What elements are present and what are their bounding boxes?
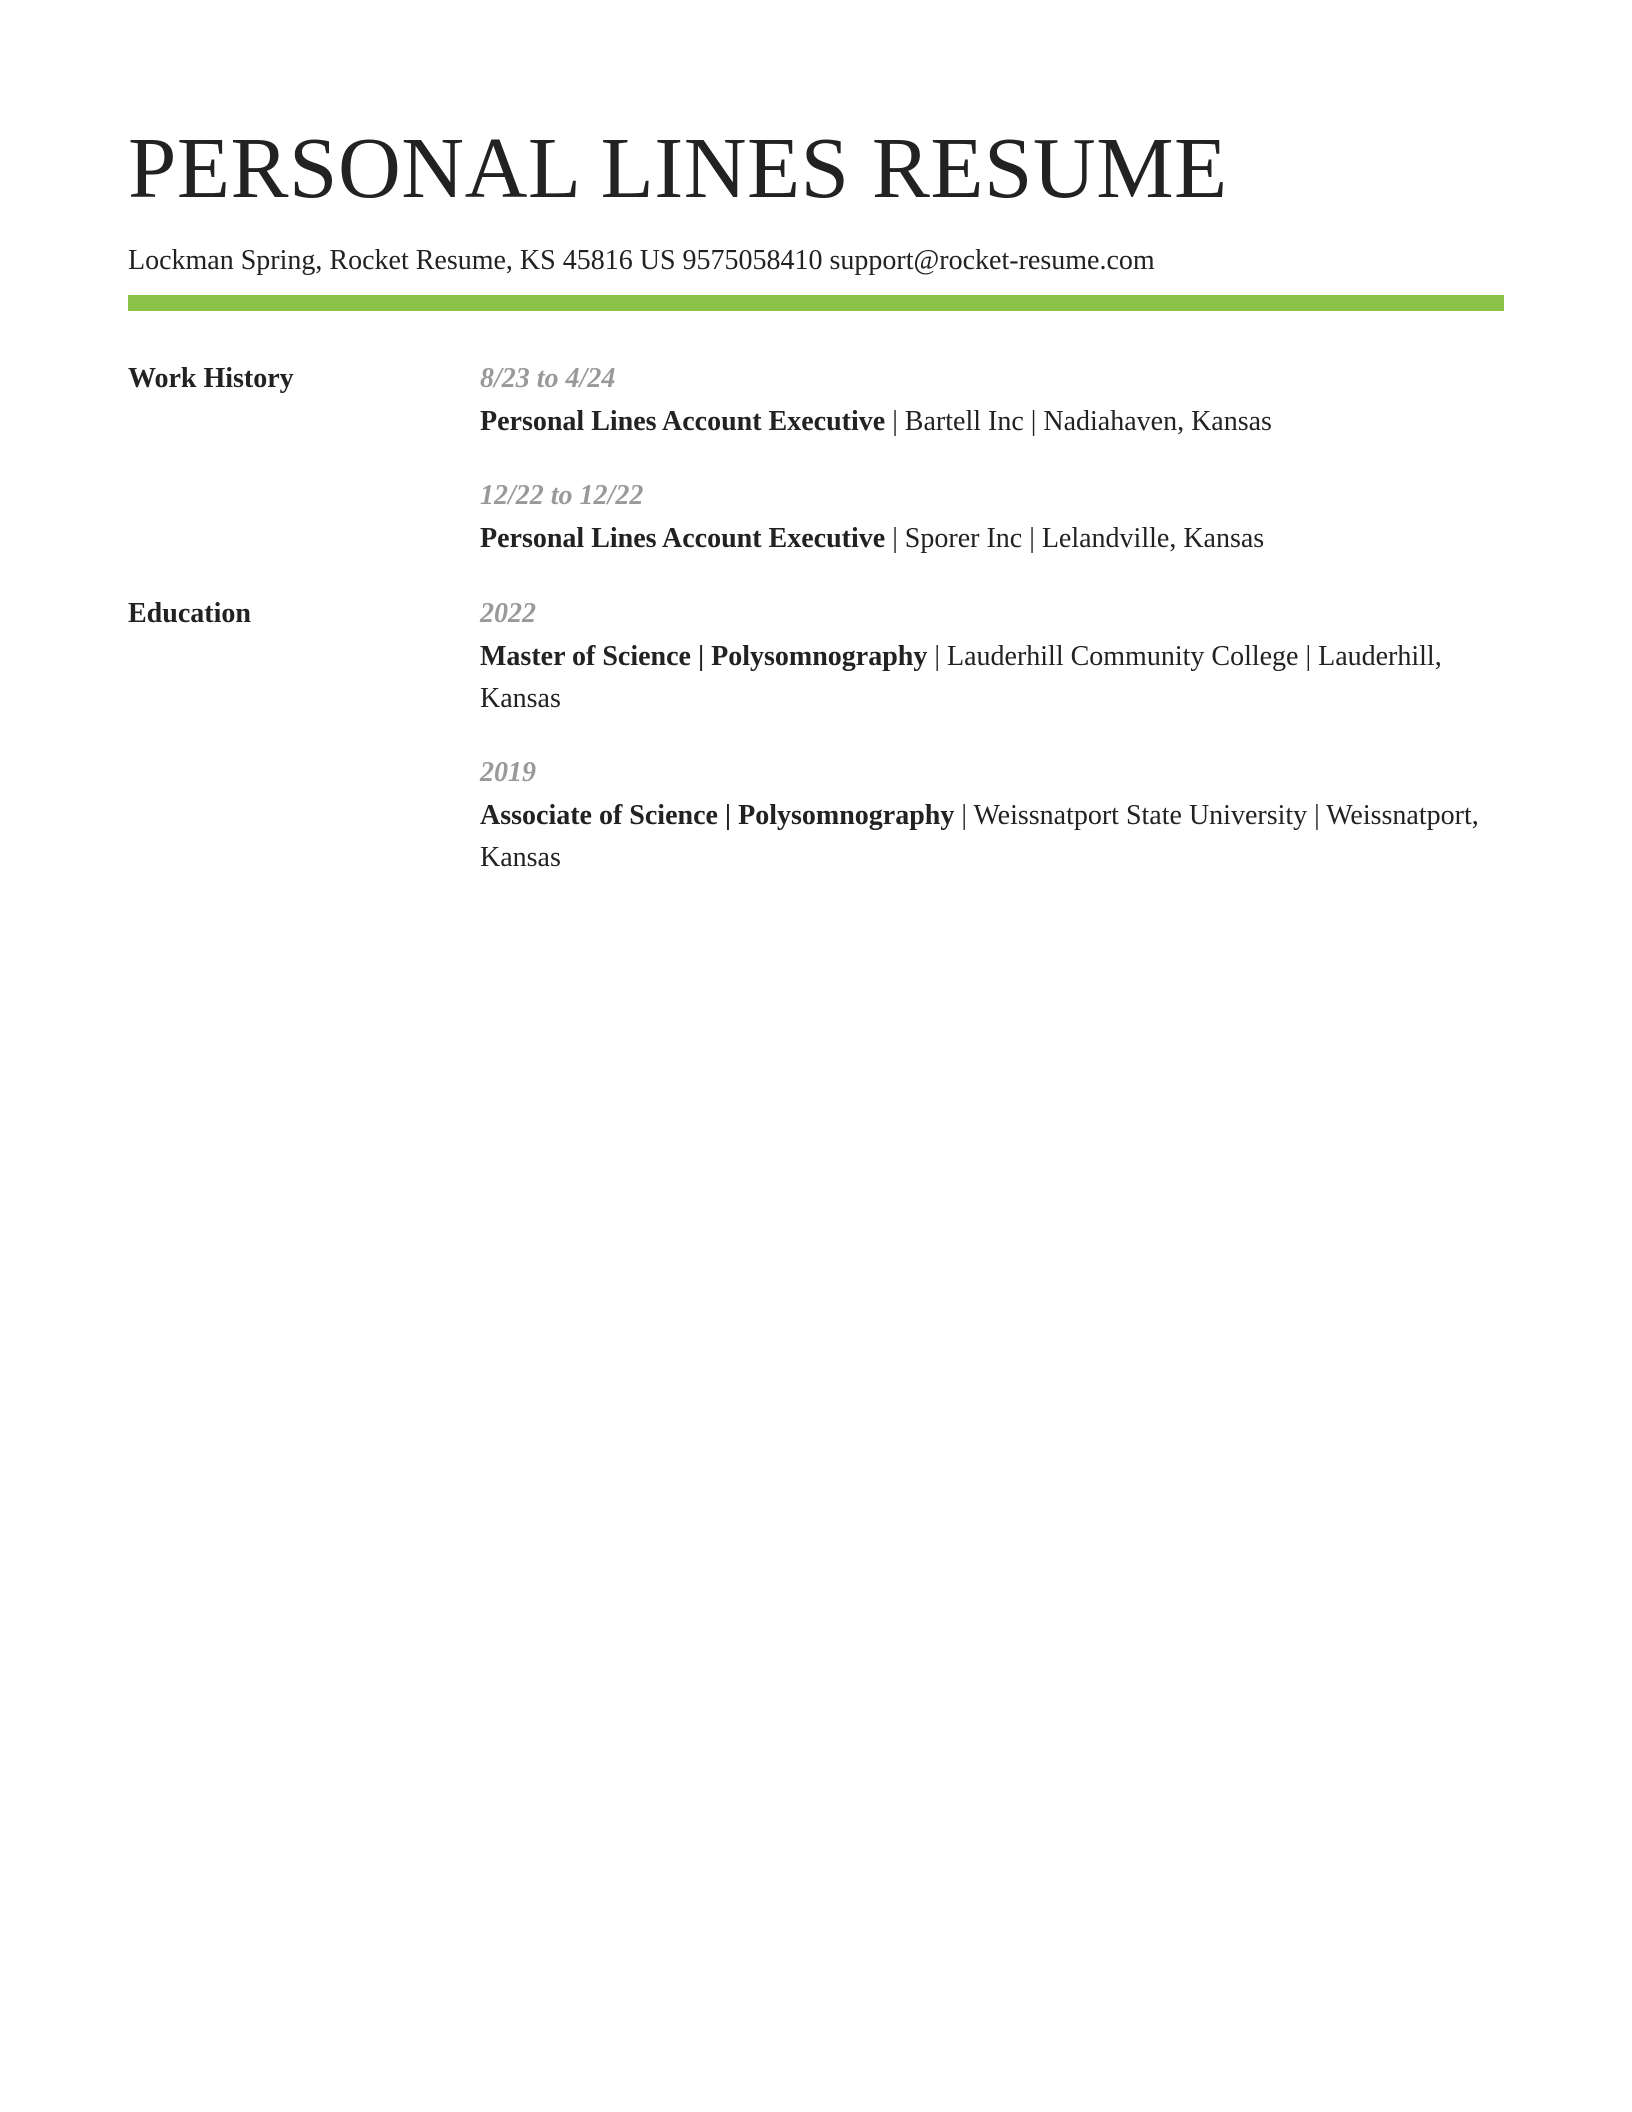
education-entry-line: [480, 636, 1504, 720]
work-entry: [480, 476, 1504, 560]
education-entry-details: | Lauderhill Community College | Lauderhill, Kansas: [480, 641, 1442, 714]
contact-line: Lockman Spring, Rocket Resume, KS 45816 US 9575058410 support@rocket-resume.com: [128, 245, 1155, 276]
resume-sections: [128, 359, 1504, 879]
work-history-heading: Work History: [128, 363, 294, 394]
work-entry-title: Personal Lines Account Executive: [480, 406, 886, 437]
education-entry-date: 2019: [480, 757, 536, 788]
work-entry-title: Personal Lines Account Executive: [480, 523, 886, 554]
education-entry-degree: Master of Science | Polysomnography: [480, 641, 928, 672]
work-history-section: [128, 359, 1504, 560]
education-entry-date: 2022: [480, 598, 536, 629]
work-entry-details: | Sporer Inc | Lelandville, Kansas: [885, 523, 1265, 554]
education-entry: [480, 594, 1504, 720]
education-entry: [480, 753, 1504, 879]
work-entry-line: [480, 518, 1504, 560]
education-entries: [480, 594, 1504, 879]
work-entry-details: | Bartell Inc | Nadiahaven, Kansas: [885, 406, 1272, 437]
work-history-entries: [480, 359, 1504, 560]
accent-divider: [128, 295, 1504, 311]
education-entry-line: [480, 795, 1504, 879]
work-entry: [480, 359, 1504, 443]
resume-title: PERSONAL LINES RESUME: [128, 119, 1228, 216]
education-entry-details: | Weissnatport State University | Weissnatport, Kansas: [480, 800, 1479, 873]
work-entry-date: 12/22 to 12/22: [480, 480, 644, 511]
education-heading: Education: [128, 598, 251, 629]
work-entry-line: [480, 401, 1504, 443]
education-section: [128, 594, 1504, 879]
work-entry-date: 8/23 to 4/24: [480, 363, 616, 394]
education-entry-degree: Associate of Science | Polysomnography: [480, 800, 955, 831]
